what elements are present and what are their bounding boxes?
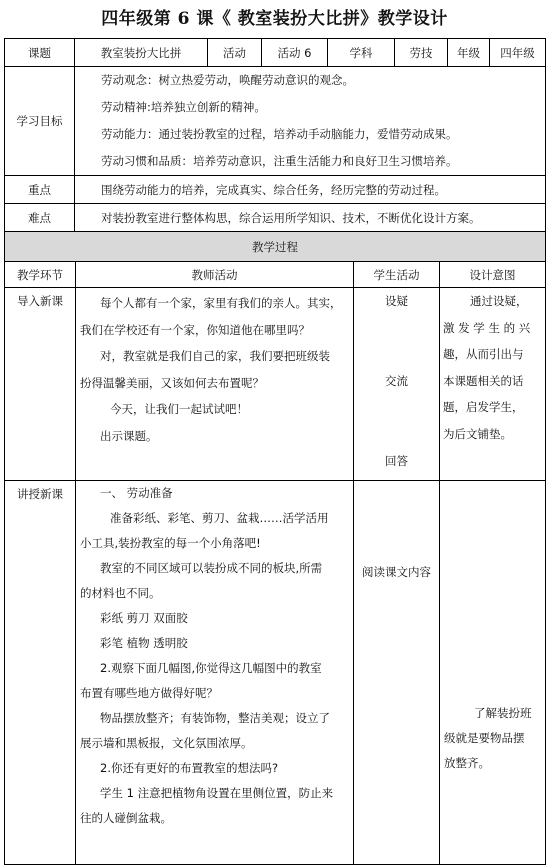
teacher-line: 扮得温馨美丽，又该如何去布置呢？ — [80, 375, 264, 390]
col-intent: 设计意图 — [440, 262, 546, 288]
teacher-line: 准备彩纸、彩笔、剪刀、盆栽……活学活用 — [110, 511, 329, 525]
stage2-intent — [440, 481, 546, 865]
teacher-line: 每个人都有一个家，家里有我们的亲人。其实， — [100, 296, 342, 310]
teacher-line: 彩笔 植物 透明胶 — [100, 636, 188, 650]
intent-line: 放整齐。 — [444, 756, 490, 770]
goal-line: 劳动习惯和品质：培养劳动意识，注重生活能力和良好卫生习惯培养。 — [101, 154, 458, 168]
header-grade-label: 年级 — [448, 39, 490, 67]
header-activity-value: 活动 6 — [262, 39, 328, 67]
teacher-line: 我们在学校还有一个家，你知道他在哪里吗？ — [80, 322, 310, 337]
difficulty-label: 难点 — [5, 204, 75, 232]
teacher-line: 2.你还有更好的布置教室的想法吗? — [100, 761, 279, 775]
teacher-line: 2.观察下面几幅图,你觉得这几幅图中的教室 — [100, 661, 322, 675]
teacher-line: 小工具,装扮教室的每一个小角落吧! — [80, 536, 261, 550]
teacher-line: 学生 1 注意把植物角设置在里侧位置，防止来 — [100, 786, 334, 800]
goals-label: 学习目标 — [5, 67, 75, 176]
header-grade-value: 四年级 — [490, 39, 546, 67]
teacher-line: 布置有哪些地方做得好呢？ — [80, 686, 218, 700]
stage2-student — [354, 481, 440, 865]
teacher-line: 彩纸 剪刀 双面胶 — [100, 611, 188, 625]
intent-line: 本课题相关的话 — [443, 373, 524, 388]
document-title: 四年级第 6 课《 教室装扮大比拼》教学设计 — [101, 9, 448, 29]
col-stage: 教学环节 — [5, 262, 76, 288]
teacher-line: 物品摆放整齐；有装饰物，整洁美观；设立了 — [100, 711, 330, 725]
header-discipline-value: 劳技 — [395, 39, 448, 67]
student-activity: 阅读课文内容 — [362, 565, 431, 579]
header-subject-label: 课题 — [5, 39, 75, 67]
intent-line: 通过设疑， — [470, 294, 528, 308]
process-table — [4, 231, 546, 865]
teacher-line: 展示墙和黑板报，文化氛围浓厚。 — [80, 736, 253, 750]
teacher-line: 教室的不同区域可以装扮成不同的板块,所需 — [100, 561, 323, 575]
info-table — [4, 38, 546, 232]
goal-line: 劳动观念：树立热爱劳动，唤醒劳动意识的观念。 — [101, 73, 354, 87]
teacher-line: 出示课题。 — [100, 428, 158, 443]
teacher-line: 的材料也不同。 — [80, 586, 161, 600]
header-discipline-label: 学科 — [328, 39, 395, 67]
student-activity: 设疑 — [385, 294, 408, 308]
difficulty-text: 对装扮教室进行整体构思，综合运用所学知识、技术，不断优化设计方案。 — [75, 204, 546, 232]
process-header: 教学过程 — [5, 232, 546, 262]
intent-line: 级就是要物品摆 — [444, 731, 525, 745]
goals-content — [75, 67, 546, 176]
stage1-teacher — [76, 288, 354, 481]
key-point-label: 重点 — [5, 176, 75, 204]
header-subject-value: 教室装扮大比拼 — [75, 39, 208, 67]
key-point-text: 围绕劳动能力的培养，完成真实、综合任务，经历完整的劳动过程。 — [75, 176, 546, 204]
teacher-line: 一、 劳动准备 — [100, 486, 173, 500]
intent-line: 了解装扮班 — [474, 706, 532, 720]
intent-line: 题，启发学生， — [443, 400, 524, 414]
student-activity: 回答 — [385, 454, 408, 468]
col-teacher: 教师活动 — [76, 262, 354, 288]
student-activity: 交流 — [385, 374, 408, 388]
intent-line: 为后文铺垫。 — [443, 426, 512, 441]
goal-line: 劳动能力：通过装扮教室的过程，培养动手动脑能力，爱惜劳动成果。 — [101, 127, 458, 141]
stage1-student — [354, 288, 440, 481]
goal-line: 劳动精神:培养独立创新的精神。 — [101, 100, 266, 114]
col-student: 学生活动 — [354, 262, 440, 288]
intent-line: 激 发 学 生 的 兴 — [443, 320, 531, 335]
header-activity-label: 活动 — [208, 39, 262, 67]
stage1-name: 导入新课 — [5, 288, 76, 481]
stage2-name: 讲授新课 — [5, 481, 76, 865]
stage2-teacher — [76, 481, 354, 865]
teacher-line: 对，教室就是我们自己的家，我们要把班级装 — [100, 349, 330, 363]
stage1-intent — [440, 288, 546, 481]
teacher-line: 往的人碰倒盆栽。 — [80, 811, 172, 825]
teacher-line: 今天，让我们一起试试吧！ — [110, 402, 248, 416]
intent-line: 趣，从而引出与 — [443, 347, 524, 361]
